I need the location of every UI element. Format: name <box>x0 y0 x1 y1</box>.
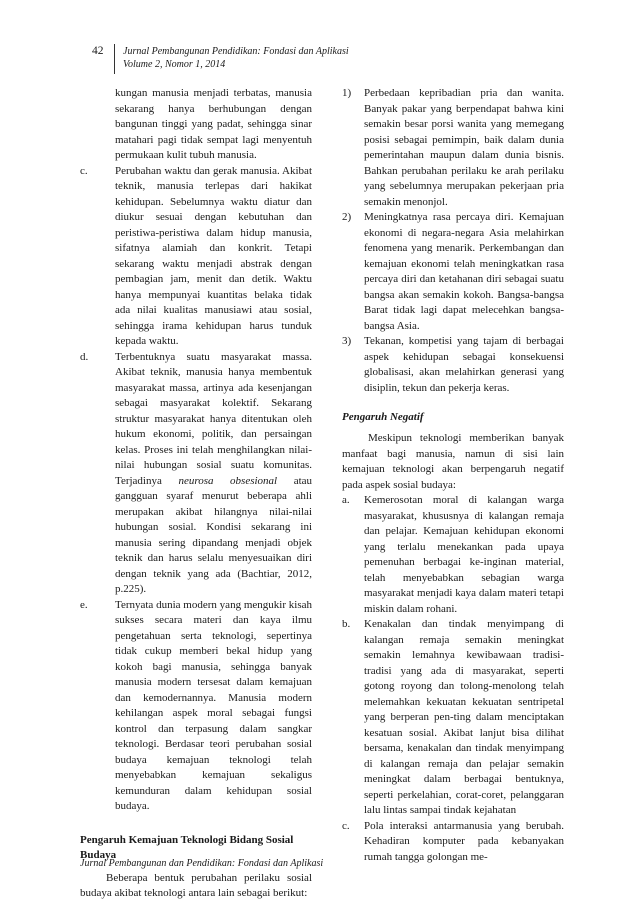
list-marker: 1) <box>342 87 352 99</box>
page-number: 42 <box>92 45 104 57</box>
emphasized-term: neurosa obsesional <box>178 474 278 487</box>
section-paragraph: Meskipun teknologi memberikan banyak manfaat bagi manusia, namun di sisi lain kemajuan teknologi akan berpengaruh negatif pada aspek sosial budaya: <box>342 432 564 491</box>
lettered-item-a <box>342 493 564 617</box>
list-marker: c. <box>342 819 350 832</box>
list-marker: d. <box>80 350 89 363</box>
list-marker: c. <box>80 164 88 177</box>
list-item-text: Kenakalan dan tindak menyimpang di kalangan remaja semakin meningkat semakin lemahnya kewibawaan tradisi-tradisi yang ada di masyarakat, seperti gotong royong dan tolong-menolong telah melemahkan kekuatan kekuatan sentripetal yang berperan pen-ting dalam menciptakan kesatuan sosial. Akibat lanjut bisa dilihat bersama, kenakalan dan tindak menyimpang di kalangan remaja dan pelajar semakin meningkat dalam berbagai bentuknya, seperti perkelahian, corat-coret, pelanggaran lalu lintas sampai tindak kejahatan <box>364 618 564 816</box>
numbered-item-3 <box>342 334 564 396</box>
list-marker: 3) <box>342 335 352 347</box>
continued-item-text: kungan manusia menjadi terbatas, manusia sekarang hanya berhubungan dengan bangunan tinggi yang padat, sehingga sinar matahari pagi tidak sempat lagi menyentuh permukaan kulit tubuh manusia. <box>115 87 312 161</box>
journal-title <box>123 45 349 71</box>
journal-volume: Volume 2, Nomor 1, 2014 <box>123 59 226 70</box>
list-item-text: Pola interaksi antarmanusia yang berubah. Kehadiran komputer pada kebanyakan rumah tangga golongan me- <box>364 819 564 863</box>
list-item-text: Perubahan waktu dan gerak manusia. Akibat teknik, manusia terlepas dari hakikat kehidupan. Sebelumnya waktu diatur dan diukur sesuai dengan kebutuhan dan peristiwa-peristiwa dalam hidup manusia, sifatnya alamiah dan konkrit. Tetapi sekarang waktu menjadi abstrak dengan pembagian jam, menit dan detik. Waktu hanya mempunyai kuantitas belaka tidak ada nilai kualitas manusiawi atau sosial, sehingga irama kehidupan harus tunduk kepada waktu. <box>115 164 312 347</box>
list-marker: e. <box>80 598 88 611</box>
list-item-text: Ternyata dunia modern yang mengukir kisah sukses secara materi dan kaya ilmu pengetahuan serta teknologi, sepertinya tidak cukup memberi bekal hidup yang kokoh bagi manusia, sehingga banyak manusia modern tersesat dalam kemajuan dan kemodernannya. Manusia modern kehilangan aspek moral sebagai fungsi kontrol dan terpasung dalam sangkar teknologi. Berdasar teori perubahan sosial budaya kemajuan teknologi telah menyebabkan kemajuan sekaligus kemunduran dalam kehidupan sosial budaya. <box>115 598 312 812</box>
list-item-text-part: Terbentuknya suatu masyarakat massa. Akibat teknik, manusia hanya membentuk masyarakat massa, artinya ada kesenjangan sebagai masyarakat kolektif. Sekarang struktur masyarakat hanya ditentukan oleh hukum ekonomi, politik, dan persaingan kelas. Proses ini telah menghilangkan nilai-nilai hubungan sosial suatu komunitas. Terjadinya <box>115 350 312 487</box>
list-item-text: Meningkatnya rasa percaya diri. Kemajuan ekonomi di negara-negara Asia melahirkan fenomena yang menarik. Perkembangan dan kemajuan ekonomi telah meningkatkan rasa percaya diri dan ketahanan diri sebagai suatu bangsa akan semakin kokoh. Bangsa-bangsa Barat tidak lagi dapat melecehkan bangsa-bangsa Asia. <box>364 211 564 332</box>
list-marker: b. <box>342 618 351 630</box>
numbered-item-1 <box>342 86 564 210</box>
section-paragraph: Beberapa bentuk perubahan perilaku sosial budaya akibat teknologi antara lain sebagai berikut: <box>80 871 312 899</box>
lettered-item-b <box>342 617 564 819</box>
journal-name: Jurnal Pembangunan Pendidikan: Fondasi dan Aplikasi <box>123 46 349 57</box>
list-item-text: Tekanan, kompetisi yang tajam di berbagai aspek kehidupan sebagai konsekuensi globalisasi, akan melahirkan generasi yang disiplin, tekun dan pekerja keras. <box>364 335 564 394</box>
list-item-text: Kemerosotan moral di kalangan warga masyarakat, khususnya di kalangan remaja dan pelajar. Kemajuan kehidupan ekonomi yang terlalu menekankan pada upaya pemenuhan berbagai ke-inginan material, telah menyebabkan sebagian warga masyarakat menjadi kaya dalam materi tetapi miskin dalam rohani. <box>364 494 564 615</box>
list-marker: a. <box>342 494 350 506</box>
section-heading: Pengaruh Kemajuan Teknologi Bidang Sosial Budaya <box>80 833 294 861</box>
list-item-text: Perbedaan kepribadian pria dan wanita. Banyak pakar yang berpendapat bahwa kini semakin besar porsi wanita yang memegang posisi sebagai pemimpin, baik dalam dunia pemerintahan maupun dalam dunia bisnis. Bahkan perubahan perilaku ke arah perilaku yang sebelumnya merupakan pekerjaan pria semakin menonjol. <box>364 87 564 208</box>
lettered-item-c <box>342 819 564 866</box>
list-item-e <box>80 598 312 815</box>
list-item-text <box>115 351 312 596</box>
list-item-d <box>80 350 312 598</box>
list-marker: 2) <box>342 211 352 223</box>
numbered-item-2 <box>342 210 564 334</box>
section-heading: Pengaruh Negatif <box>342 411 424 423</box>
running-footer: Jurnal Pembangunan dan Pendidikan: Fondasi dan Aplikasi <box>80 858 324 869</box>
header-divider <box>114 44 115 74</box>
list-item-text-part: atau gangguan syaraf menurut beberapa ahli merupakan akibat hilangnya nilai-nilai hubungan sosial. Kondisi sekarang ini manusia sering dipandang menjadi objek teknik dan harus selalu menyesuaikan diri dengan teknik yang ada (Bachtiar, 2012, p.225). <box>115 474 313 595</box>
right-column <box>342 86 564 865</box>
left-column <box>80 86 312 902</box>
list-item-c <box>80 164 312 350</box>
